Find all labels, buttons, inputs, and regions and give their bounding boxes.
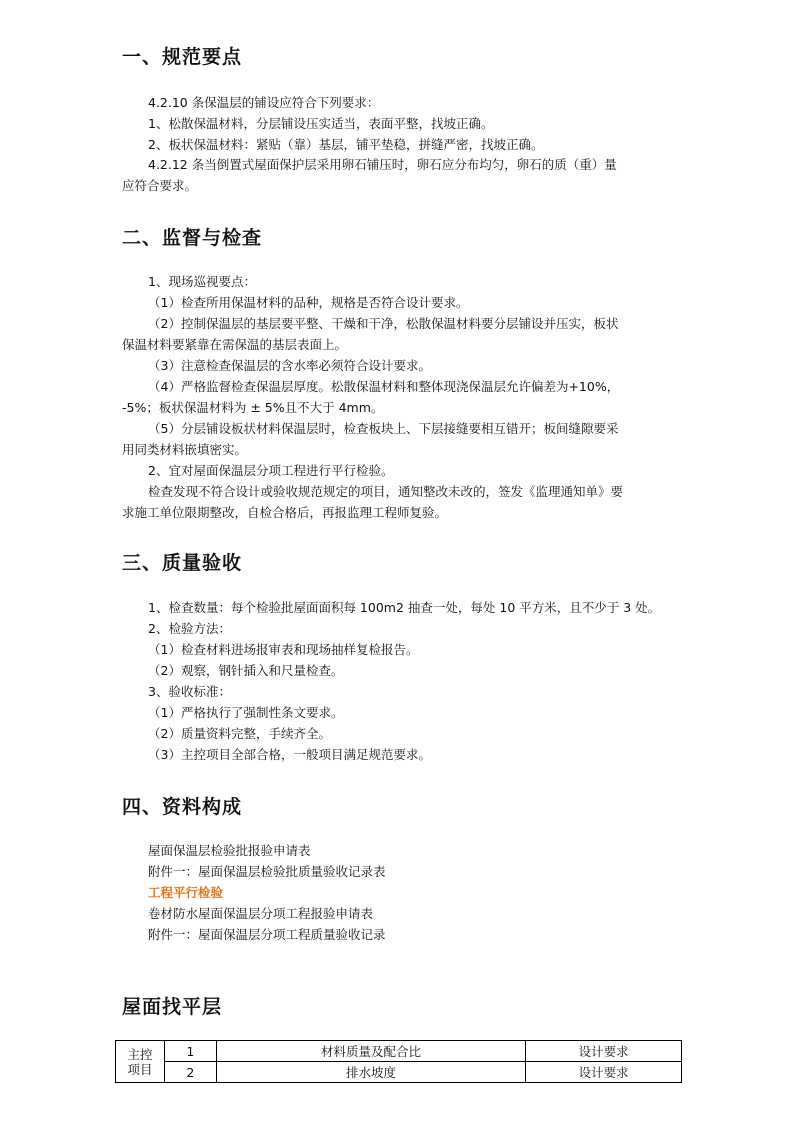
paragraph-line: -5%；板状保温材料为 ± 5%且不大于 4mm。: [122, 400, 384, 415]
paragraph-line: （3）注意检查保温层的含水率必须符合设计要求。: [148, 358, 431, 373]
requirement-cell: 设计要求: [526, 1041, 682, 1062]
row-number-cell: 2: [164, 1062, 216, 1083]
paragraph-line: 2、宜对屋面保温层分项工程进行平行检验。: [148, 463, 394, 478]
section-5-heading: 屋面找平层: [122, 996, 223, 1018]
paragraph-line: （4）严格监督检查保温层厚度。松散保温材料和整体现浇保温层允许偏差为+10%，: [148, 379, 620, 394]
row-number-cell: 1: [164, 1041, 216, 1062]
section-2-heading: 二、监督与检查: [122, 227, 263, 249]
control-items-table: [115, 1040, 682, 1083]
table-row: [116, 1041, 682, 1062]
paragraph-line: 求施工单位限期整改，自检合格后，再报监理工程师复验。: [122, 505, 448, 520]
paragraph-line: 4.2.10 条保温层的铺设应符合下列要求：: [148, 95, 380, 110]
paragraph-line: （2）控制保温层的基层要平整、干燥和干净，松散保温材料要分层铺设并压实，板状: [148, 316, 619, 331]
section-4-heading: 四、资料构成: [122, 796, 243, 818]
paragraph-line: 用同类材料嵌填密实。: [122, 442, 248, 457]
requirement-cell: 设计要求: [526, 1062, 682, 1083]
paragraph-line: 2、检验方法：: [148, 621, 231, 636]
paragraph-line: 保温材料要紧靠在需保温的基层表面上。: [122, 337, 348, 352]
highlighted-link[interactable]: 工程平行检验: [148, 885, 224, 900]
document-list-item: 附件一：屋面保温层分项工程质量验收记录: [148, 927, 386, 942]
paragraph-line: 4.2.12 条当倒置式屋面保护层采用卵石铺压时，卵石应分布均匀，卵石的质（重）量: [148, 157, 617, 172]
paragraph-line: 应符合要求。: [122, 178, 198, 193]
paragraph-line: （3）主控项目全部合格，一般项目满足规范要求。: [148, 747, 431, 762]
paragraph-line: （5）分层铺设板状材料保温层时，检查板块上、下层接缝要相互错开；板间缝隙要采: [148, 421, 619, 436]
paragraph-line: （1）检查材料进场报审表和现场抽样复检报告。: [148, 642, 419, 657]
section-3-heading: 三、质量验收: [122, 552, 243, 574]
group-label-line: 项目: [127, 1061, 153, 1077]
paragraph-line: （2）质量资料完整，手续齐全。: [148, 726, 331, 741]
paragraph-line: 3、验收标准：: [148, 684, 231, 699]
paragraph-line: 2、板状保温材料：紧贴（靠）基层，铺平垫稳，拼缝严密，找坡正确。: [148, 137, 544, 152]
document-list-item: 屋面保温层检验批报验申请表: [148, 843, 311, 858]
paragraph-line: 1、检查数量：每个检验批屋面面积每 100m2 抽查一处，每处 10 平方米，且不少于 3 处。: [148, 600, 661, 615]
group-label-line: 主控: [127, 1046, 153, 1062]
group-label-cell: [116, 1041, 165, 1083]
document-list-item: 卷材防水屋面保温层分项工程报验申请表: [148, 906, 374, 921]
item-cell: 材料质量及配合比: [216, 1041, 525, 1062]
item-cell: 排水坡度: [216, 1062, 525, 1083]
paragraph-line: 检查发现不符合设计或验收规范规定的项目，通知整改未改的，签发《监理通知单》要: [148, 484, 624, 499]
document-list-item: 附件一：屋面保温层检验批质量验收记录表: [148, 864, 386, 879]
paragraph-line: 1、现场巡视要点：: [148, 274, 256, 289]
paragraph-line: （2）观察，钢针插入和尺量检查。: [148, 663, 344, 678]
paragraph-line: （1）检查所用保温材料的品种，规格是否符合设计要求。: [148, 295, 469, 310]
section-1-heading: 一、规范要点: [122, 46, 243, 68]
paragraph-line: 1、松散保温材料，分层铺设压实适当，表面平整，找坡正确。: [148, 116, 494, 131]
table-row: [116, 1062, 682, 1083]
paragraph-line: （1）严格执行了强制性条文要求。: [148, 705, 344, 720]
